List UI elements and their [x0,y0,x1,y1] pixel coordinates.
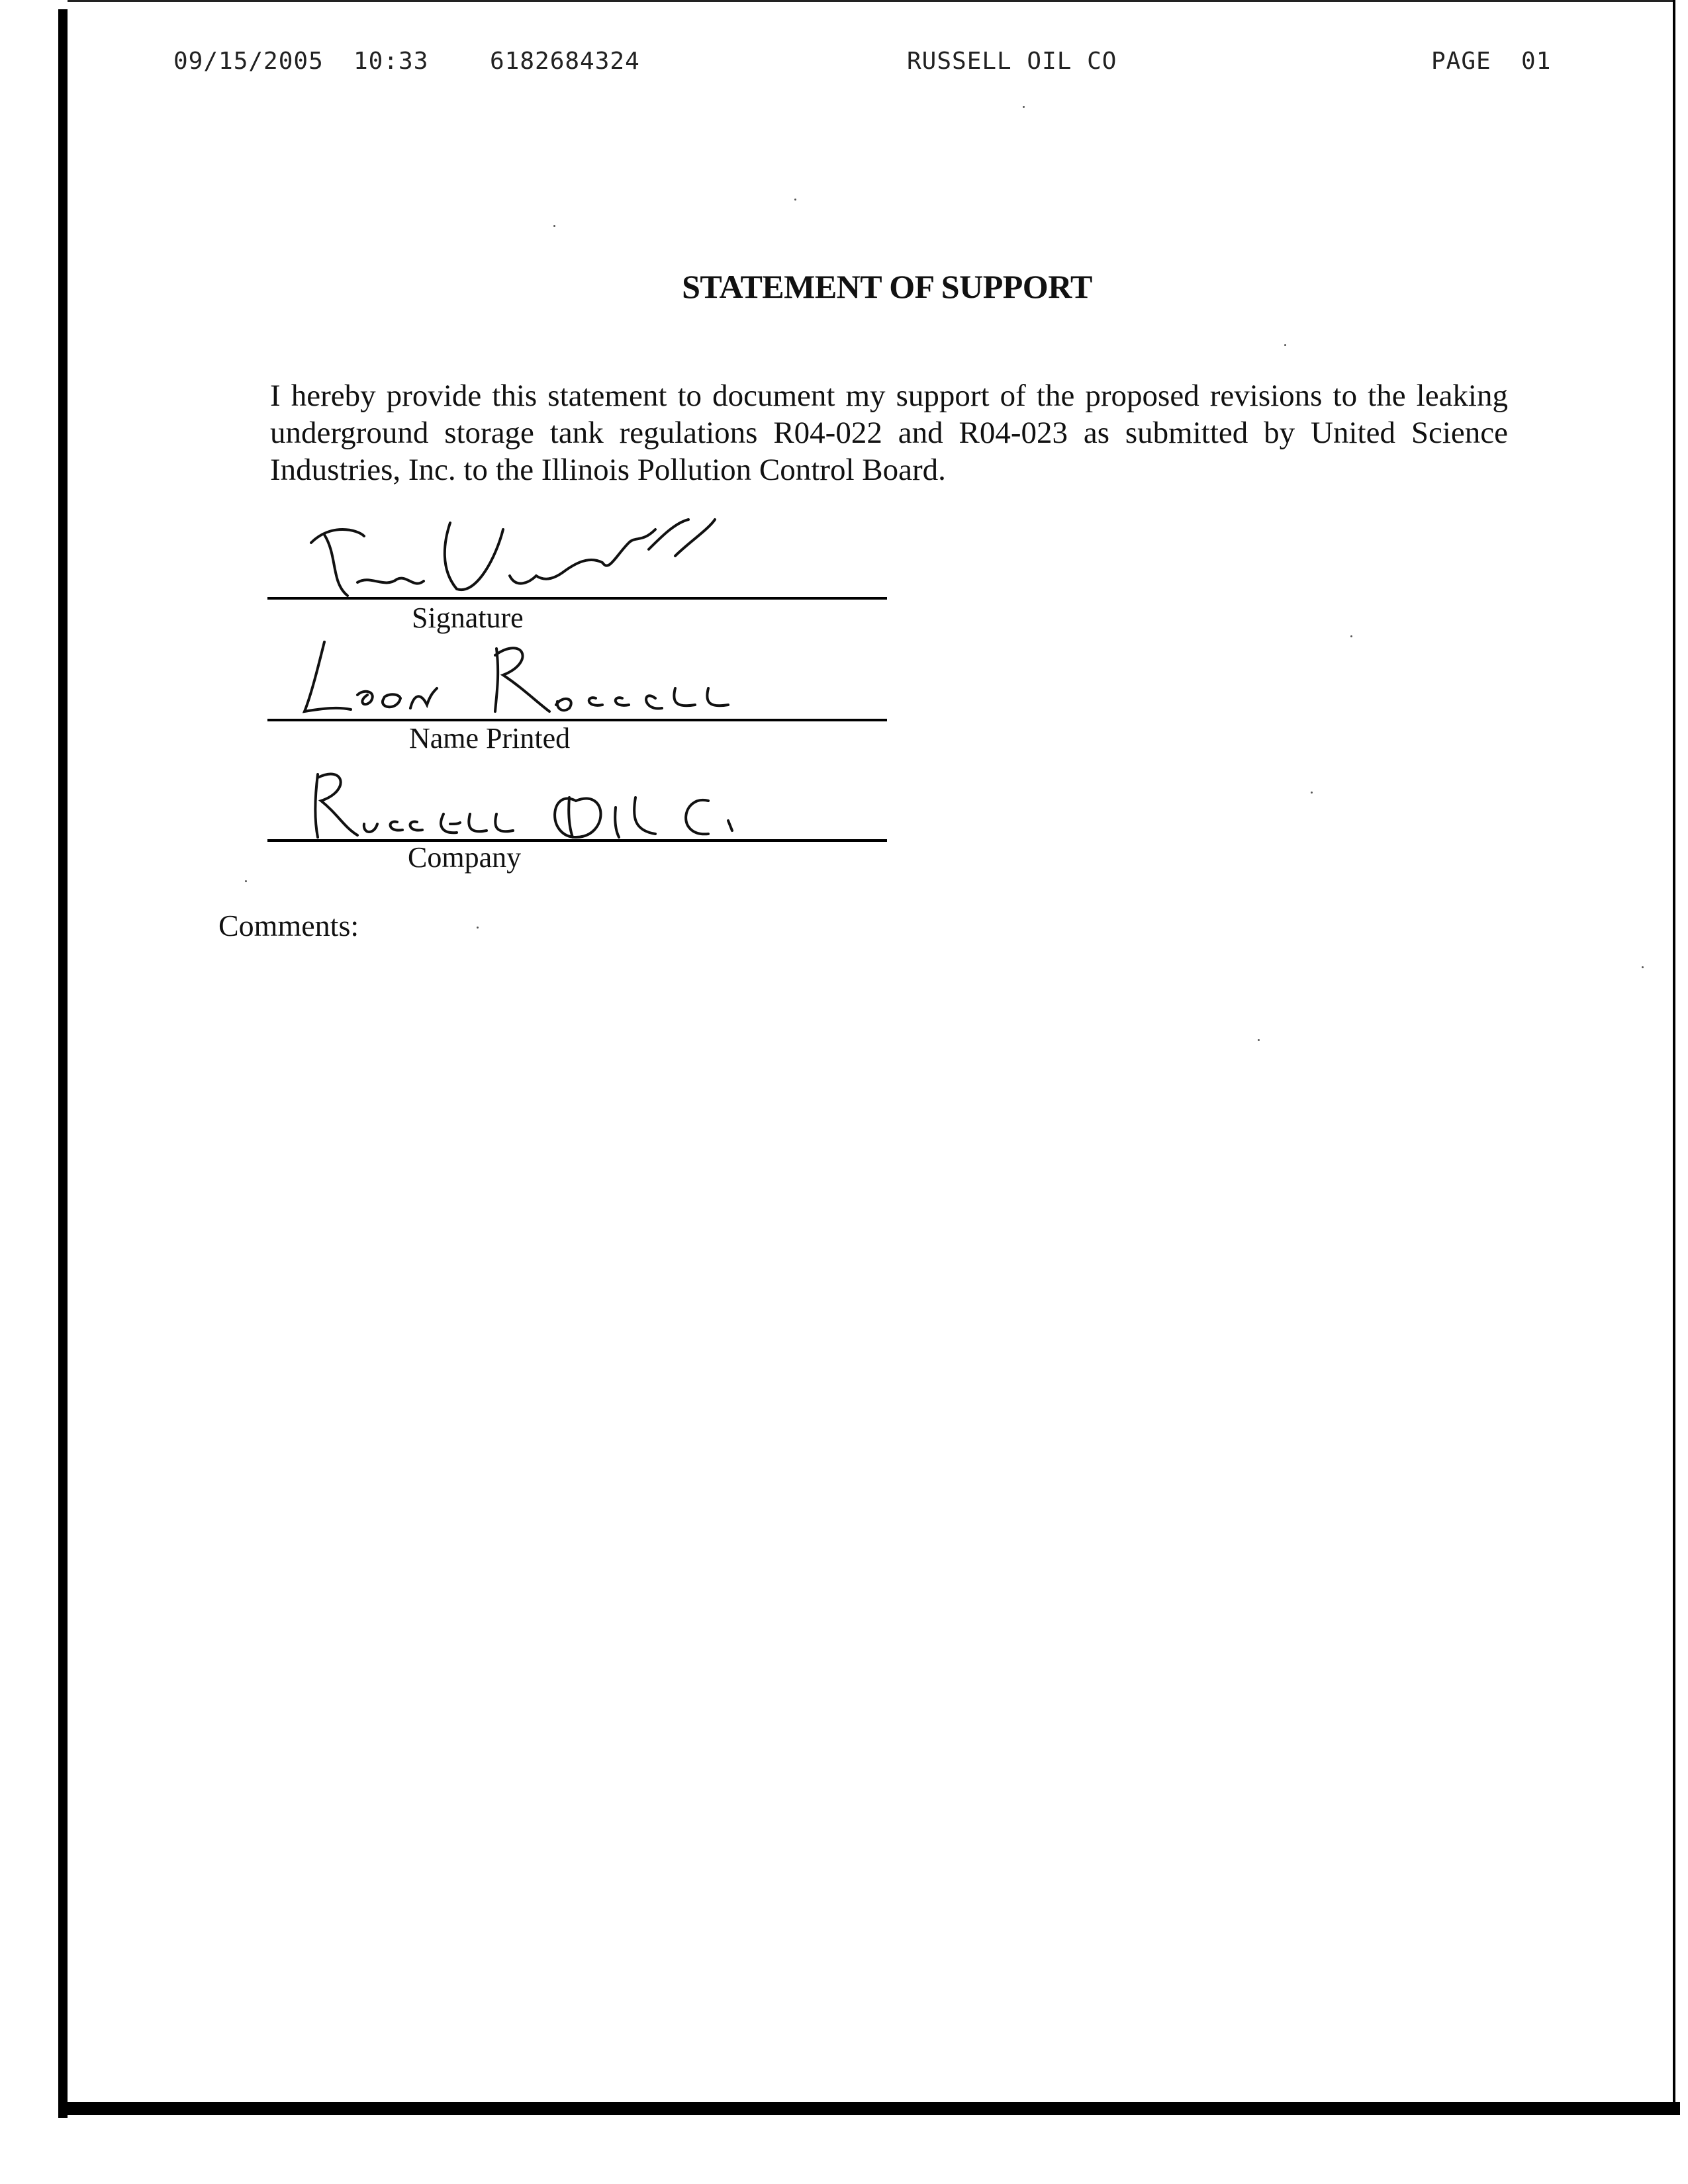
fax-speck [1350,635,1352,637]
page-border-top [68,0,1675,2]
fax-phone: 6182684324 [490,48,640,75]
fax-sender: RUSSELL OIL CO [907,48,1117,75]
fax-speck [1311,792,1313,794]
signature-label: Signature [412,602,524,634]
fax-date: 09/15/2005 [173,48,324,75]
handwritten-signature [285,516,880,602]
signature-line [267,597,887,600]
fax-speck [477,927,479,929]
company-line [267,839,887,842]
fax-time: 10:33 [353,48,429,75]
company-stroke [315,774,732,837]
fax-speck [794,199,796,201]
fax-speck [1284,344,1286,346]
page-border-right [1673,0,1675,2115]
handwritten-company [285,761,880,847]
fax-speck [1258,1039,1260,1041]
fax-speck [1023,106,1025,108]
fax-speck [553,225,555,227]
fax-speck [1642,966,1644,968]
name-stroke [305,642,728,711]
name-printed-line [267,719,887,721]
company-label: Company [408,841,522,874]
name-scribble [285,635,880,721]
name-printed-label: Name Printed [409,722,571,754]
comments-label: Comments: [218,909,359,942]
signature-stroke [311,520,715,596]
signature-scribble [285,516,880,602]
fax-page-number: PAGE 01 [1431,48,1552,75]
document-title-row [0,267,1688,306]
company-scribble [285,761,880,847]
statement-body: I hereby provide this statement to document my support of the proposed revisions to the leaking underground storage tank regulations R04-022 and R04-023 as submitted by United Science Industries, Inc. to the Illinois Pollution Control Board. [270,379,1508,487]
document-title: STATEMENT OF SUPPORT [682,268,1092,305]
handwritten-name [285,635,880,721]
page-border-bottom [58,2102,1680,2115]
page-border-left [58,9,68,2118]
fax-speck [245,880,247,882]
